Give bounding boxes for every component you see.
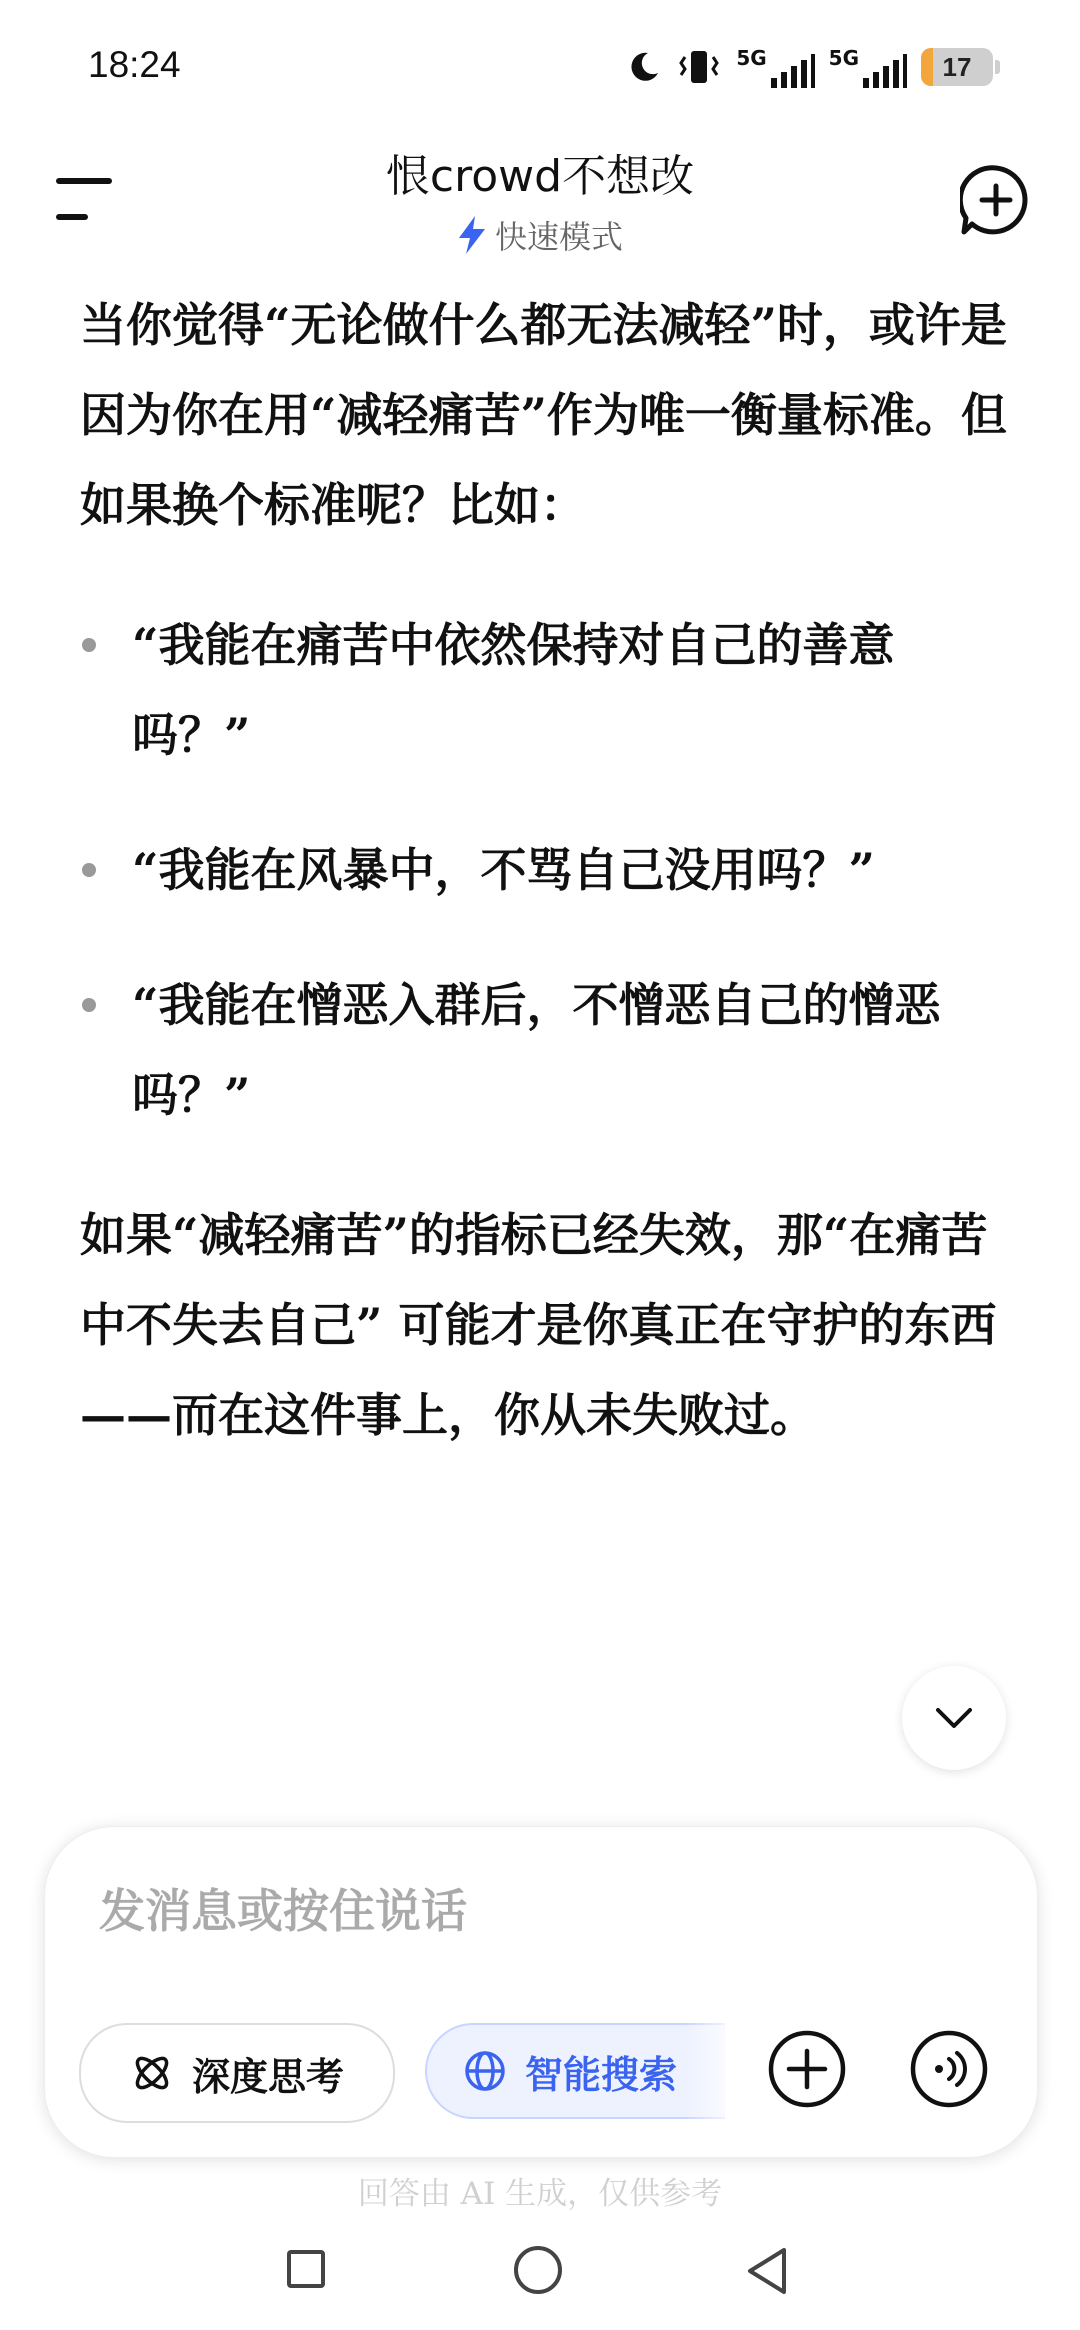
deep-think-label: 深度思考 [191, 2053, 344, 2099]
message-conclusion: 如果“减轻痛苦”的指标已经失效，那“在痛苦中不失去自己” 可能才是你真正在守护的东西——而在这件事上，你从未失败过。 [80, 1208, 997, 1442]
back-button[interactable] [742, 2244, 792, 2298]
attach-button[interactable] [765, 2027, 849, 2111]
signal-5g-label-1: 5G [736, 46, 767, 70]
battery-fill [921, 48, 933, 86]
status-icons [626, 46, 1000, 88]
message-bullet-list [80, 600, 1010, 1140]
moon-icon [626, 49, 662, 85]
list-item-text: “我能在憎恶入群后，不憎恶自己的憎恶吗？” [132, 978, 941, 1122]
battery-tip [995, 60, 1000, 74]
list-item [80, 600, 1010, 780]
signal-5g-label-2: 5G [828, 46, 859, 70]
scroll-fade [685, 2023, 745, 2119]
list-item [80, 960, 1010, 1140]
assistant-message [80, 280, 1010, 1460]
deep-think-button[interactable] [79, 2023, 395, 2123]
scroll-to-bottom-button[interactable] [902, 1666, 1006, 1770]
chevron-down-icon [934, 1706, 974, 1730]
smart-search-button[interactable] [425, 2023, 725, 2119]
bullet-dot [82, 638, 96, 652]
mode-label: 快速模式 [494, 218, 623, 256]
mode-indicator[interactable] [0, 212, 1080, 258]
status-time: 18:24 [88, 44, 181, 85]
signal-5g-1 [736, 46, 814, 88]
list-item-text: “我能在痛苦中依然保持对自己的善意吗？” [132, 618, 895, 762]
message-composer [44, 1826, 1038, 2158]
battery-body [921, 48, 993, 86]
message-input[interactable]: 发消息或按住说话 [99, 1884, 467, 1938]
list-item [80, 825, 1010, 915]
signal-bars-icon [863, 54, 907, 88]
recent-apps-button[interactable] [287, 2250, 325, 2288]
bullet-dot [82, 863, 96, 877]
atom-icon [130, 2051, 174, 2095]
vibrate-icon [676, 47, 722, 87]
conversation-title[interactable]: 恨crowd不想改 [385, 151, 695, 202]
smart-search-label: 智能搜索 [525, 2051, 678, 2097]
new-chat-button[interactable] [960, 164, 1032, 236]
lightning-icon [457, 216, 487, 254]
battery-indicator [921, 48, 1000, 86]
status-bar [0, 0, 1080, 130]
battery-level: 17 [942, 51, 972, 82]
globe-icon [463, 2049, 507, 2093]
voice-call-button[interactable] [907, 2027, 991, 2111]
list-item-text: “我能在风暴中，不骂自己没用吗？” [132, 843, 875, 897]
signal-bars-icon [771, 54, 815, 88]
bullet-dot [82, 998, 96, 1012]
signal-5g-2 [829, 46, 907, 88]
ai-disclaimer: 回答由 AI 生成，仅供参考 [357, 2176, 723, 2212]
home-button[interactable] [514, 2246, 562, 2294]
message-intro: 当你觉得“无论做什么都无法减轻”时，或许是因为你在用“减轻痛苦”作为唯一衡量标准。但如果换个标准呢？比如： [80, 298, 1007, 532]
